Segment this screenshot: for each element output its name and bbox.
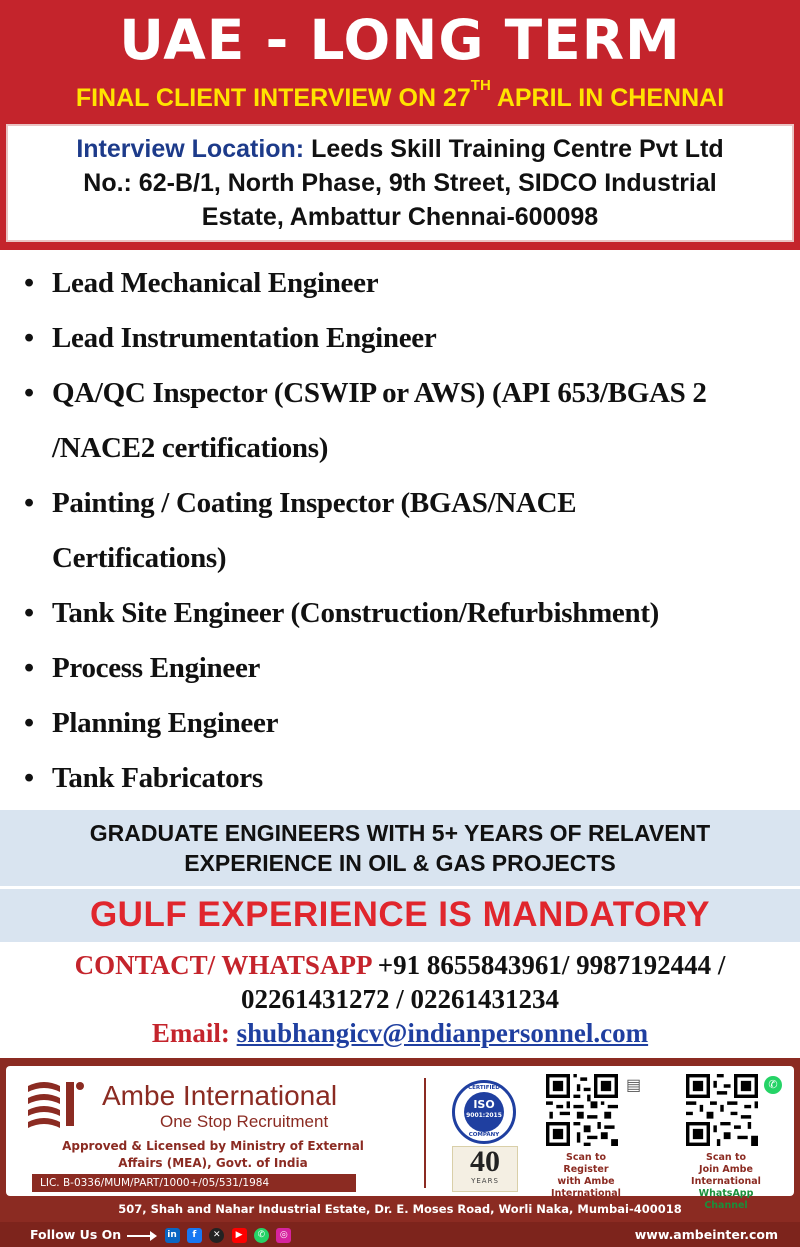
website-link[interactable]: www.ambeinter.com [634, 1227, 778, 1242]
subtitle-text-end: APRIL IN CHENNAI [490, 84, 725, 112]
arrow-right-icon [127, 1235, 155, 1237]
email-link[interactable]: shubhangicv@indianpersonnel.com [236, 1018, 649, 1048]
follow-us [30, 1225, 291, 1244]
company-name: Ambe International [102, 1080, 338, 1111]
bullet-icon: • [24, 652, 34, 684]
location-line-3: Estate, Ambattur Chennai-600098 [201, 203, 599, 231]
gulf-experience-band [0, 886, 800, 942]
bullet-icon: • [24, 322, 34, 354]
scan1-line-1: Scan to [565, 1152, 607, 1163]
document-icon: ▤ [626, 1077, 642, 1094]
follow-label: Follow Us On [30, 1227, 122, 1242]
iso-bottom-text: COMPANY [468, 1132, 500, 1138]
bullet-icon: • [24, 377, 34, 409]
location-label: Interview Location: [76, 135, 305, 163]
scan1-line-3: with Ambe [557, 1176, 615, 1187]
bullet-icon: • [24, 762, 34, 794]
linkedin-icon[interactable]: in [165, 1228, 180, 1243]
x-icon[interactable]: ✕ [209, 1228, 224, 1243]
bullet-icon: • [24, 487, 34, 519]
interview-location-box [6, 124, 794, 242]
iso-main-text: ISO [473, 1098, 495, 1111]
whatsapp-icon: ✆ [764, 1076, 782, 1094]
footer [0, 1058, 800, 1247]
contact-section [0, 948, 800, 1050]
scan1-line-2: Register [563, 1164, 609, 1175]
iso-code: 9001:2015 [466, 1112, 502, 1119]
subtitle-superscript: TH [470, 77, 491, 94]
requirement-line-2: EXPERIENCE IN OIL & GAS PROJECTS [184, 850, 616, 876]
forty-years-badge [452, 1146, 518, 1192]
scan2-line-3: International [691, 1176, 761, 1187]
approval-line-2: Affairs (MEA), Govt. of India [118, 1156, 308, 1170]
contact-label: CONTACT/ WHATSAPP [74, 950, 371, 980]
facebook-icon[interactable]: f [187, 1228, 202, 1243]
bullet-icon: • [24, 707, 34, 739]
company-address: 507, Shah and Nahar Industrial Estate, Dr. E. Moses Road, Worli Naka, Mumbai-400018 [118, 1202, 682, 1216]
bullet-icon: • [24, 267, 34, 299]
whatsapp-social-icon[interactable]: ✆ [254, 1228, 269, 1243]
bullet-icon: • [24, 597, 34, 629]
years-label: YEARS [471, 1177, 499, 1185]
page-title: UAE - LONG TERM [119, 8, 681, 72]
youtube-icon[interactable]: ▶ [232, 1228, 247, 1243]
scan2-line-4: WhatsApp Channel [698, 1188, 754, 1211]
company-tagline: One Stop Recruitment [160, 1112, 329, 1131]
gulf-experience-text: GULF EXPERIENCE IS MANDATORY [89, 895, 711, 934]
scan1-line-4: International [551, 1188, 621, 1199]
header-banner [0, 0, 800, 250]
location-line-2: No.: 62-B/1, North Phase, 9th Street, SIDCO Industrial [83, 169, 717, 197]
scan2-line-1: Scan to [705, 1152, 747, 1163]
ambe-logo-icon [24, 1078, 86, 1130]
iso-seal [464, 1092, 504, 1132]
email-label: Email: [151, 1018, 230, 1048]
iso-top-text: CERTIFIED [468, 1085, 500, 1091]
contact-phones-2: 02261431272 / 02261431234 [240, 984, 559, 1014]
whatsapp-channel-qr-code-icon[interactable] [686, 1074, 758, 1146]
follow-bar [0, 1222, 800, 1247]
license-number: LIC. B-0336/MUM/PART/1000+/05/531/1984 [32, 1174, 356, 1192]
subtitle-text-start: FINAL CLIENT INTERVIEW ON 27 [75, 84, 471, 112]
requirement-line-1: GRADUATE ENGINEERS WITH 5+ YEARS OF RELAVENT [89, 820, 711, 846]
register-qr-code-icon[interactable] [546, 1074, 618, 1146]
footer-divider [424, 1078, 426, 1188]
years-number: 40 [470, 1145, 500, 1178]
requirement-band [0, 810, 800, 886]
iso-certified-badge [452, 1080, 516, 1144]
register-scan-caption [536, 1152, 636, 1200]
approval-text [24, 1138, 402, 1172]
contact-line-1 [0, 948, 800, 982]
instagram-icon[interactable]: ◎ [276, 1228, 291, 1243]
approval-line-1: Approved & Licensed by Ministry of External [62, 1139, 364, 1153]
location-venue: Leeds Skill Training Centre Pvt Ltd [304, 135, 724, 163]
interview-date-subtitle [0, 77, 800, 114]
scan2-line-2: Join Ambe [699, 1164, 753, 1175]
email-line [0, 1016, 800, 1050]
location-line-1 [8, 132, 792, 166]
contact-phones-1: +91 8655843961/ 9987192444 / [370, 950, 726, 980]
